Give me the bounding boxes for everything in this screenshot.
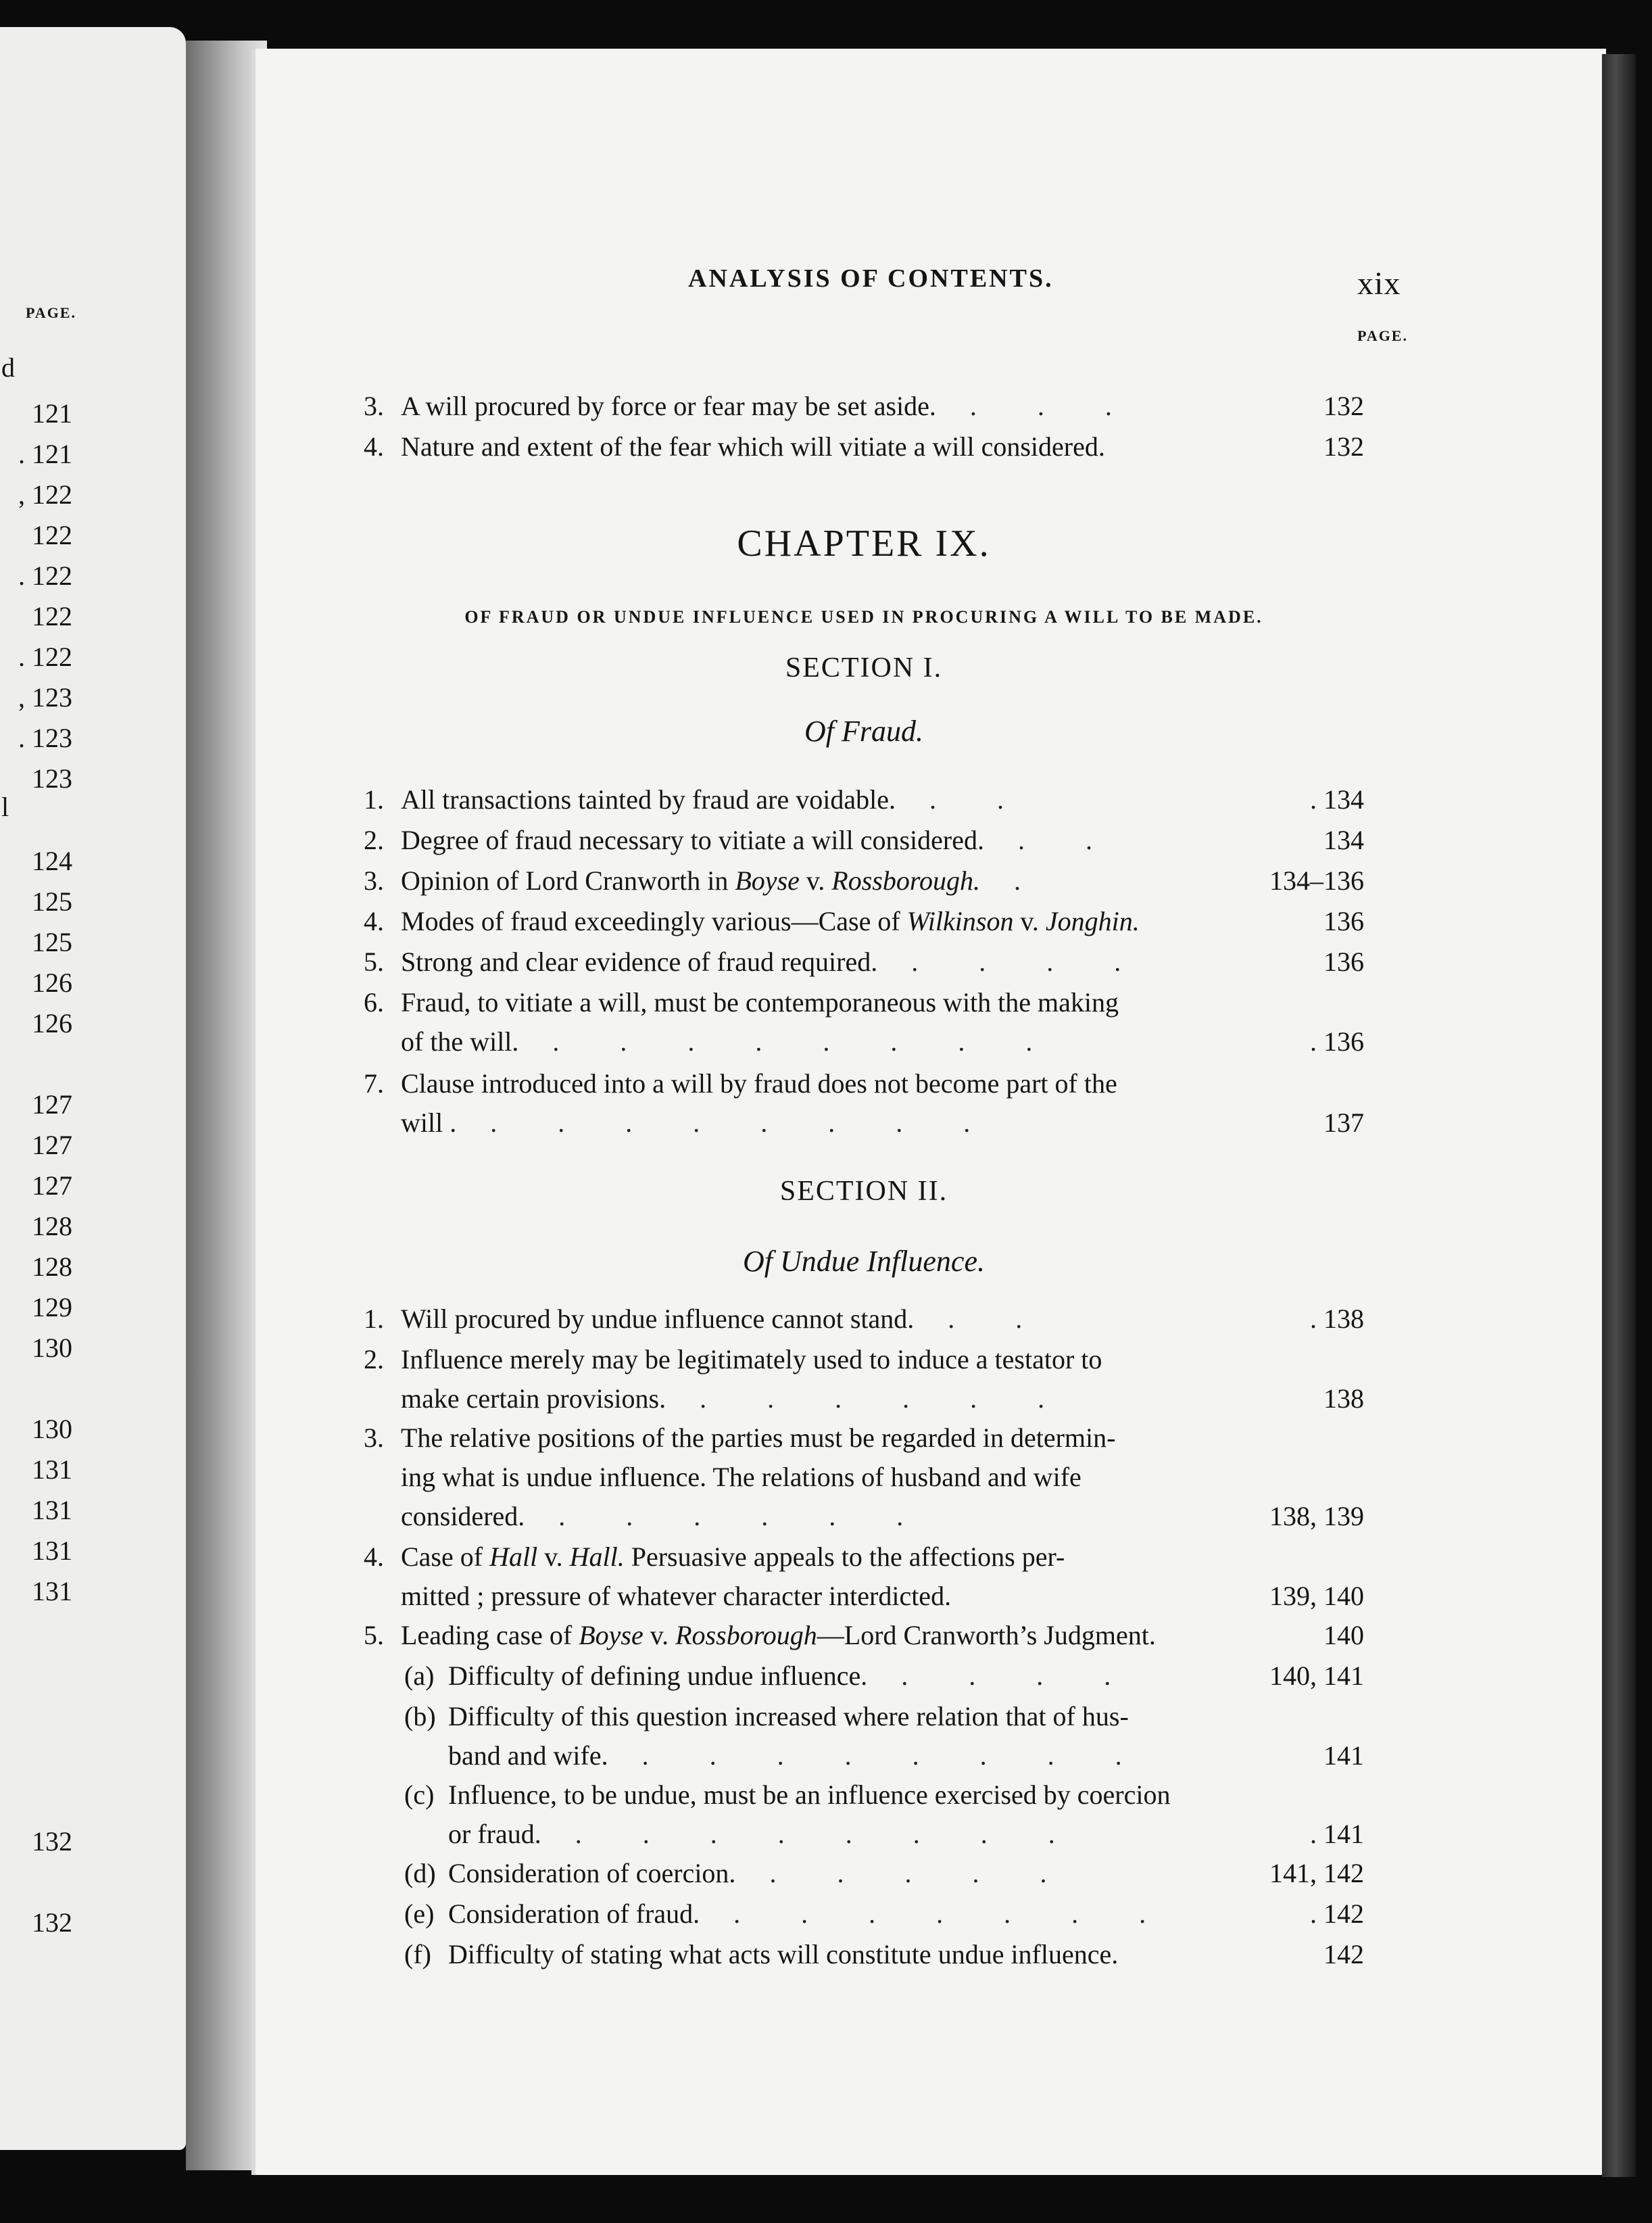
entry-number: 6. <box>364 987 384 1018</box>
entry-page-number: 138, 139 <box>1269 1501 1364 1531</box>
entry-text: Strong and clear evidence of fraud required. . . . . <box>401 947 1148 977</box>
facing-page-number: 128 <box>32 1251 72 1282</box>
leader-dots: . . <box>914 1304 1050 1334</box>
facing-page-number: 122 <box>32 520 72 550</box>
entry-page-number: 141 <box>1323 1740 1364 1771</box>
leader-dots: . . . . . . <box>525 1501 931 1531</box>
contents-entry <box>364 1418 1364 1536</box>
facing-page-number: 127 <box>32 1170 72 1201</box>
entry-page-number: . 142 <box>1310 1898 1364 1929</box>
entry-number: 4. <box>364 906 384 936</box>
contents-entry <box>364 983 1364 1061</box>
entry-number: (c) <box>404 1779 435 1810</box>
contents-entry <box>364 902 1364 941</box>
entry-number: (f) <box>404 1939 431 1969</box>
facing-page-number: 132 <box>32 1826 72 1857</box>
entry-page-number: 138 <box>1323 1383 1364 1414</box>
facing-page-label: PAGE. <box>26 304 76 321</box>
entry-page-number: . 141 <box>1310 1819 1364 1849</box>
facing-page-number: 131 <box>32 1454 72 1485</box>
entry-text: Nature and extent of the fear which will vitiate a will considered. <box>401 431 1105 462</box>
page-edge <box>1602 54 1636 2177</box>
facing-page-number: 131 <box>32 1535 72 1566</box>
contents-entry <box>364 1340 1364 1418</box>
contents-sub-entry <box>364 1854 1364 1893</box>
entry-page-number: . 134 <box>1310 784 1364 815</box>
facing-page-number: 129 <box>32 1292 72 1322</box>
entry-page-number: 134 <box>1323 825 1364 855</box>
facing-page-number: 131 <box>32 1576 72 1606</box>
entry-page-number: 140 <box>1323 1620 1364 1650</box>
entry-number: 1. <box>364 1304 384 1334</box>
entry-text: The relative positions of the parties must be regarded in determin- ing what is undue influence. The relations of husband and wife considered. . . . . . . <box>401 1423 1116 1531</box>
entry-number: 1. <box>364 784 384 815</box>
contents-entry <box>364 861 1364 901</box>
entry-text: Influence, to be undue, must be an influence exercised by coercion or fraud. . . . . . . . . <box>448 1779 1171 1849</box>
contents-entry <box>364 942 1364 982</box>
leader-dots: . . . . . <box>735 1858 1074 1888</box>
facing-page-number: 123 <box>32 763 72 794</box>
entry-number: 2. <box>364 825 384 855</box>
entry-text: Will procured by undue influence cannot stand. . . <box>401 1304 1050 1334</box>
leader-dots: . . . . . . . . <box>608 1740 1149 1771</box>
contents-entry <box>364 427 1364 467</box>
entry-page-number: 139, 140 <box>1269 1581 1364 1611</box>
entry-text: Difficulty of this question increased where relation that of hus- band and wife. . . . . . . . . <box>448 1701 1149 1771</box>
entry-number: 2. <box>364 1344 384 1375</box>
facing-page-number: 131 <box>32 1495 72 1525</box>
contents-entry <box>364 387 1364 426</box>
entry-page-number: 136 <box>1323 906 1364 936</box>
entry-page-number: 137 <box>1323 1107 1364 1138</box>
contents-entry <box>364 1064 1364 1143</box>
entry-number: (d) <box>404 1858 436 1888</box>
facing-page-number: 130 <box>32 1414 72 1444</box>
leader-dots: . . . . . . . . <box>541 1819 1082 1849</box>
entry-page-number: 132 <box>1323 431 1364 462</box>
leader-dots: . . . . . . <box>666 1383 1072 1414</box>
leader-dots: . . . <box>936 391 1139 421</box>
entry-text: Leading case of Boyse v. Rossborough—Lord Cranworth’s Judgment. <box>401 1620 1156 1650</box>
facing-page-number: 124 <box>32 846 72 876</box>
leader-dots: . . . . <box>867 1660 1138 1691</box>
entry-number: (a) <box>404 1660 435 1691</box>
entry-text: A will procured by force or fear may be set aside. . . . <box>401 391 1139 421</box>
leader-dots: . . . . . . . . <box>518 1026 1060 1057</box>
entry-page-number: 140, 141 <box>1269 1660 1364 1691</box>
entry-number: 5. <box>364 1620 384 1650</box>
facing-page-number: 130 <box>32 1333 72 1363</box>
entry-page-number: 142 <box>1323 1939 1364 1969</box>
facing-page-number: 122 <box>32 601 72 631</box>
chapter-subtitle: OF FRAUD OR UNDUE INFLUENCE USED IN PROCURING A WILL TO BE MADE. <box>464 607 1263 627</box>
entry-page-number: 141, 142 <box>1269 1858 1364 1888</box>
entry-number: 7. <box>364 1068 384 1099</box>
facing-page-number: . 123 <box>18 723 72 753</box>
entry-number: 3. <box>364 391 384 421</box>
section-1-subheading: Of Fraud. <box>804 715 923 748</box>
folio-number: xix <box>1357 266 1401 302</box>
chapter-title: CHAPTER IX. <box>737 523 991 565</box>
facing-page-number: 127 <box>32 1130 72 1160</box>
facing-page-number: . 122 <box>18 642 72 672</box>
facing-page-number: 125 <box>32 927 72 957</box>
section-1-heading: SECTION I. <box>785 652 943 684</box>
contents-entry <box>364 1537 1364 1616</box>
entry-text: Difficulty of defining undue influence. . . . . <box>448 1660 1138 1691</box>
entry-page-number: 132 <box>1323 391 1364 421</box>
facing-page-number: 127 <box>32 1089 72 1120</box>
entry-number: 5. <box>364 947 384 977</box>
entry-page-number: . 136 <box>1310 1026 1364 1057</box>
facing-page-fragment: d <box>1 352 15 383</box>
contents-entry <box>364 821 1364 860</box>
facing-page <box>0 27 186 2150</box>
entry-text: Case of Hall v. Hall. Persuasive appeals to the affections per- mitted ; pressure of whatever character interdicted. <box>401 1541 1065 1611</box>
leader-dots: . . . . <box>877 947 1148 977</box>
facing-page-number: 126 <box>32 967 72 998</box>
entry-page-number: 136 <box>1323 947 1364 977</box>
facing-page-number: , 122 <box>18 479 72 510</box>
page-column-label: PAGE. <box>1357 327 1408 344</box>
facing-page-number: , 123 <box>18 682 72 713</box>
running-title: ANALYSIS OF CONTENTS. <box>688 264 1054 293</box>
entry-text: Modes of fraud exceedingly various—Case of Wilkinson v. Jonghin. <box>401 906 1140 936</box>
contents-sub-entry <box>364 1935 1364 1974</box>
leader-dots: . <box>979 865 1048 896</box>
entry-number: (e) <box>404 1898 435 1929</box>
contents-page <box>251 49 1606 2175</box>
facing-page-number: 121 <box>32 398 72 429</box>
leader-dots: . . <box>895 784 1031 815</box>
leader-dots: . . <box>983 825 1119 855</box>
entry-text: Difficulty of stating what acts will constitute undue influence. <box>448 1939 1119 1969</box>
facing-page-number: . 122 <box>18 560 72 591</box>
leader-dots: . . . . . . . <box>700 1898 1173 1929</box>
entry-page-number: 134–136 <box>1269 865 1364 896</box>
contents-sub-entry <box>364 1697 1364 1775</box>
entry-number: 4. <box>364 431 384 462</box>
entry-text: Clause introduced into a will by fraud does not become part of the will . . . . . . . . . <box>401 1068 1117 1138</box>
facing-page-number: 125 <box>32 886 72 917</box>
section-2-heading: SECTION II. <box>779 1176 948 1207</box>
entry-number: 3. <box>364 865 384 896</box>
section-2-subheading: Of Undue Influence. <box>743 1245 985 1278</box>
facing-page-fragment: l <box>1 792 9 822</box>
entry-number: 4. <box>364 1541 384 1572</box>
entry-text: Consideration of fraud. . . . . . . . <box>448 1898 1173 1929</box>
entry-text: Degree of fraud necessary to vitiate a will considered. . . <box>401 825 1119 855</box>
leader-dots: . . . . . . . . <box>456 1107 998 1138</box>
facing-page-number: . 121 <box>18 439 72 469</box>
facing-page-number: 128 <box>32 1211 72 1241</box>
contents-sub-entry <box>364 1775 1364 1854</box>
contents-sub-entry <box>364 1894 1364 1934</box>
facing-page-number: 132 <box>32 1907 72 1938</box>
facing-page-number: 126 <box>32 1008 72 1038</box>
contents-sub-entry <box>364 1656 1364 1696</box>
entry-page-number: . 138 <box>1310 1304 1364 1334</box>
entry-text: Fraud, to vitiate a will, must be contemporaneous with the making of the will. . . . . . . . . <box>401 987 1119 1057</box>
contents-entry <box>364 1616 1364 1655</box>
contents-entry <box>364 1299 1364 1339</box>
entry-number: (b) <box>404 1701 436 1731</box>
entry-text: All transactions tainted by fraud are voidable. . . <box>401 784 1031 815</box>
entry-text: Opinion of Lord Cranworth in Boyse v. Rossborough. . <box>401 865 1048 896</box>
entry-number: 3. <box>364 1423 384 1453</box>
entry-text: Influence merely may be legitimately used to induce a testator to make certain provisions. . . . . . . <box>401 1344 1102 1414</box>
entry-text: Consideration of coercion. . . . . . <box>448 1858 1074 1888</box>
contents-entry <box>364 780 1364 819</box>
